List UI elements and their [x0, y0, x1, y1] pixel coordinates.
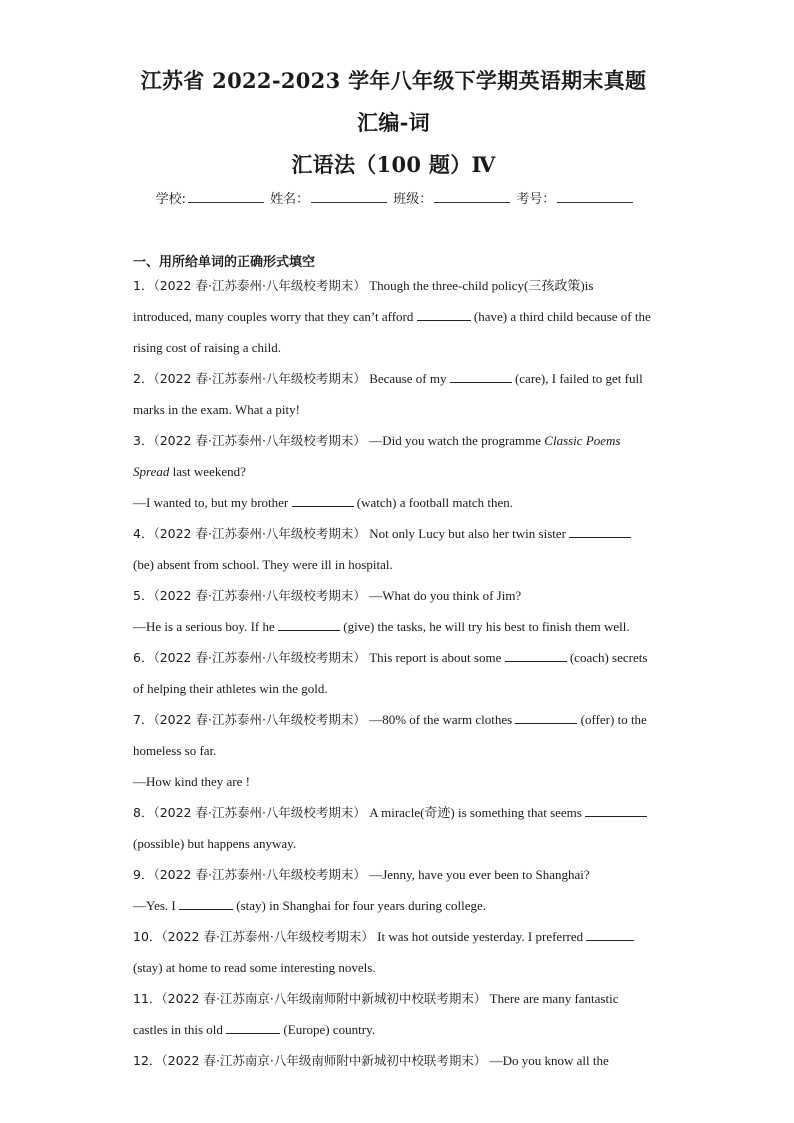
question-text: (stay) at home to read some interesting novels.	[133, 960, 376, 975]
question-text: A miracle(奇迹) is something that seems	[369, 805, 582, 820]
answer-blank[interactable]	[292, 494, 354, 507]
question-text: —Do you know all the	[489, 1053, 609, 1068]
question-source: 4．（2022 春·江苏泰州·八年级校考期末）	[133, 526, 366, 541]
question-text: (give) the tasks, he will try his best to finish them well.	[343, 619, 630, 634]
question-source: 12．（2022 春·江苏南京·八年级南师附中新城初中校联考期末）	[133, 1053, 487, 1068]
student-info-line	[133, 188, 654, 207]
question-text: (care), I failed to get full marks in the exam. What a pity!	[133, 371, 643, 417]
question-text: —I wanted to, but my brother	[133, 495, 289, 510]
answer-blank[interactable]	[179, 897, 233, 910]
question-text: (offer) to the homeless so far.	[133, 712, 647, 758]
question-1	[133, 270, 654, 363]
question-8	[133, 797, 654, 859]
programme-title: Classic Poems Spread	[133, 433, 621, 479]
question-text: Because of my	[369, 371, 447, 386]
question-6	[133, 642, 654, 704]
title-line-1: 江苏省 2022-2023 学年八年级下学期英语期末真题汇编-词	[140, 68, 647, 135]
question-9	[133, 859, 654, 921]
question-text: —He is a serious boy. If he	[133, 619, 275, 634]
question-3	[133, 425, 654, 518]
class-label: 班级：	[393, 192, 433, 207]
question-source: 11．（2022 春·江苏南京·八年级南师附中新城初中校联考期末）	[133, 991, 487, 1006]
question-10	[133, 921, 654, 983]
question-text: —80% of the warm clothes	[369, 712, 513, 727]
question-text: (possible) but happens anyway.	[133, 836, 297, 851]
answer-blank[interactable]	[278, 618, 340, 631]
question-text: last weekend?	[172, 464, 246, 479]
question-source: 8．（2022 春·江苏泰州·八年级校考期末）	[133, 805, 366, 820]
answer-blank[interactable]	[226, 1021, 280, 1034]
question-text: This report is about some	[369, 650, 502, 665]
answer-blank[interactable]	[505, 649, 567, 662]
question-5	[133, 580, 654, 642]
school-label: 学校:	[155, 192, 186, 207]
question-source: 5．（2022 春·江苏泰州·八年级校考期末）	[133, 588, 366, 603]
question-source: 7．（2022 春·江苏泰州·八年级校考期末）	[133, 712, 366, 727]
answer-blank[interactable]	[450, 370, 512, 383]
question-2	[133, 363, 654, 425]
question-text: —Did you watch the programme	[369, 433, 542, 448]
question-text: There are many fantastic castles in this old	[133, 991, 619, 1037]
question-text: —Jenny, have you ever been to Shanghai?	[369, 867, 590, 882]
document-title	[133, 0, 654, 186]
question-text: (be) absent from school. They were ill in hospital.	[133, 557, 393, 572]
question-text: (have) a third child because of the rising cost of raising a child.	[133, 309, 651, 355]
school-blank[interactable]	[188, 190, 264, 203]
question-text: —How kind they are !	[133, 774, 250, 789]
question-text: (Europe) country.	[283, 1022, 375, 1037]
question-text: (coach) secrets of helping their athletes win the gold.	[133, 650, 648, 696]
answer-blank[interactable]	[569, 525, 631, 538]
question-source: 6．（2022 春·江苏泰州·八年级校考期末）	[133, 650, 366, 665]
question-text: (stay) in Shanghai for four years during college.	[236, 898, 487, 913]
question-11	[133, 983, 654, 1045]
question-source: 2．（2022 春·江苏泰州·八年级校考期末）	[133, 371, 366, 386]
question-12	[133, 1045, 654, 1076]
number-blank[interactable]	[557, 190, 633, 203]
question-text: Though the three-child policy(三孩政策)is introduced, many couples worry that they can’t afford	[133, 278, 594, 324]
question-text: Not only Lucy but also her twin sister	[369, 526, 566, 541]
question-4	[133, 518, 654, 580]
name-label: 姓名：	[270, 192, 310, 207]
question-source: 9．（2022 春·江苏泰州·八年级校考期末）	[133, 867, 366, 882]
question-text: —Yes. I	[133, 898, 176, 913]
answer-blank[interactable]	[417, 308, 471, 321]
title-line-2: 汇语法（100 题）Ⅳ	[291, 152, 496, 177]
question-source: 1．（2022 春·江苏泰州·八年级校考期末）	[133, 278, 366, 293]
question-text: —What do you think of Jim?	[369, 588, 522, 603]
answer-blank[interactable]	[515, 711, 577, 724]
name-blank[interactable]	[311, 190, 387, 203]
question-text: (watch) a football match then.	[356, 495, 514, 510]
class-blank[interactable]	[434, 190, 510, 203]
answer-blank[interactable]	[585, 804, 647, 817]
question-source: 3．（2022 春·江苏泰州·八年级校考期末）	[133, 433, 366, 448]
section-heading: 一、用所给单词的正确形式填空	[133, 255, 316, 270]
answer-blank[interactable]	[586, 928, 634, 941]
question-source: 10．（2022 春·江苏泰州·八年级校考期末）	[133, 929, 374, 944]
question-7	[133, 704, 654, 797]
number-label: 考号：	[516, 192, 556, 207]
question-text: It was hot outside yesterday. I preferred	[377, 929, 584, 944]
